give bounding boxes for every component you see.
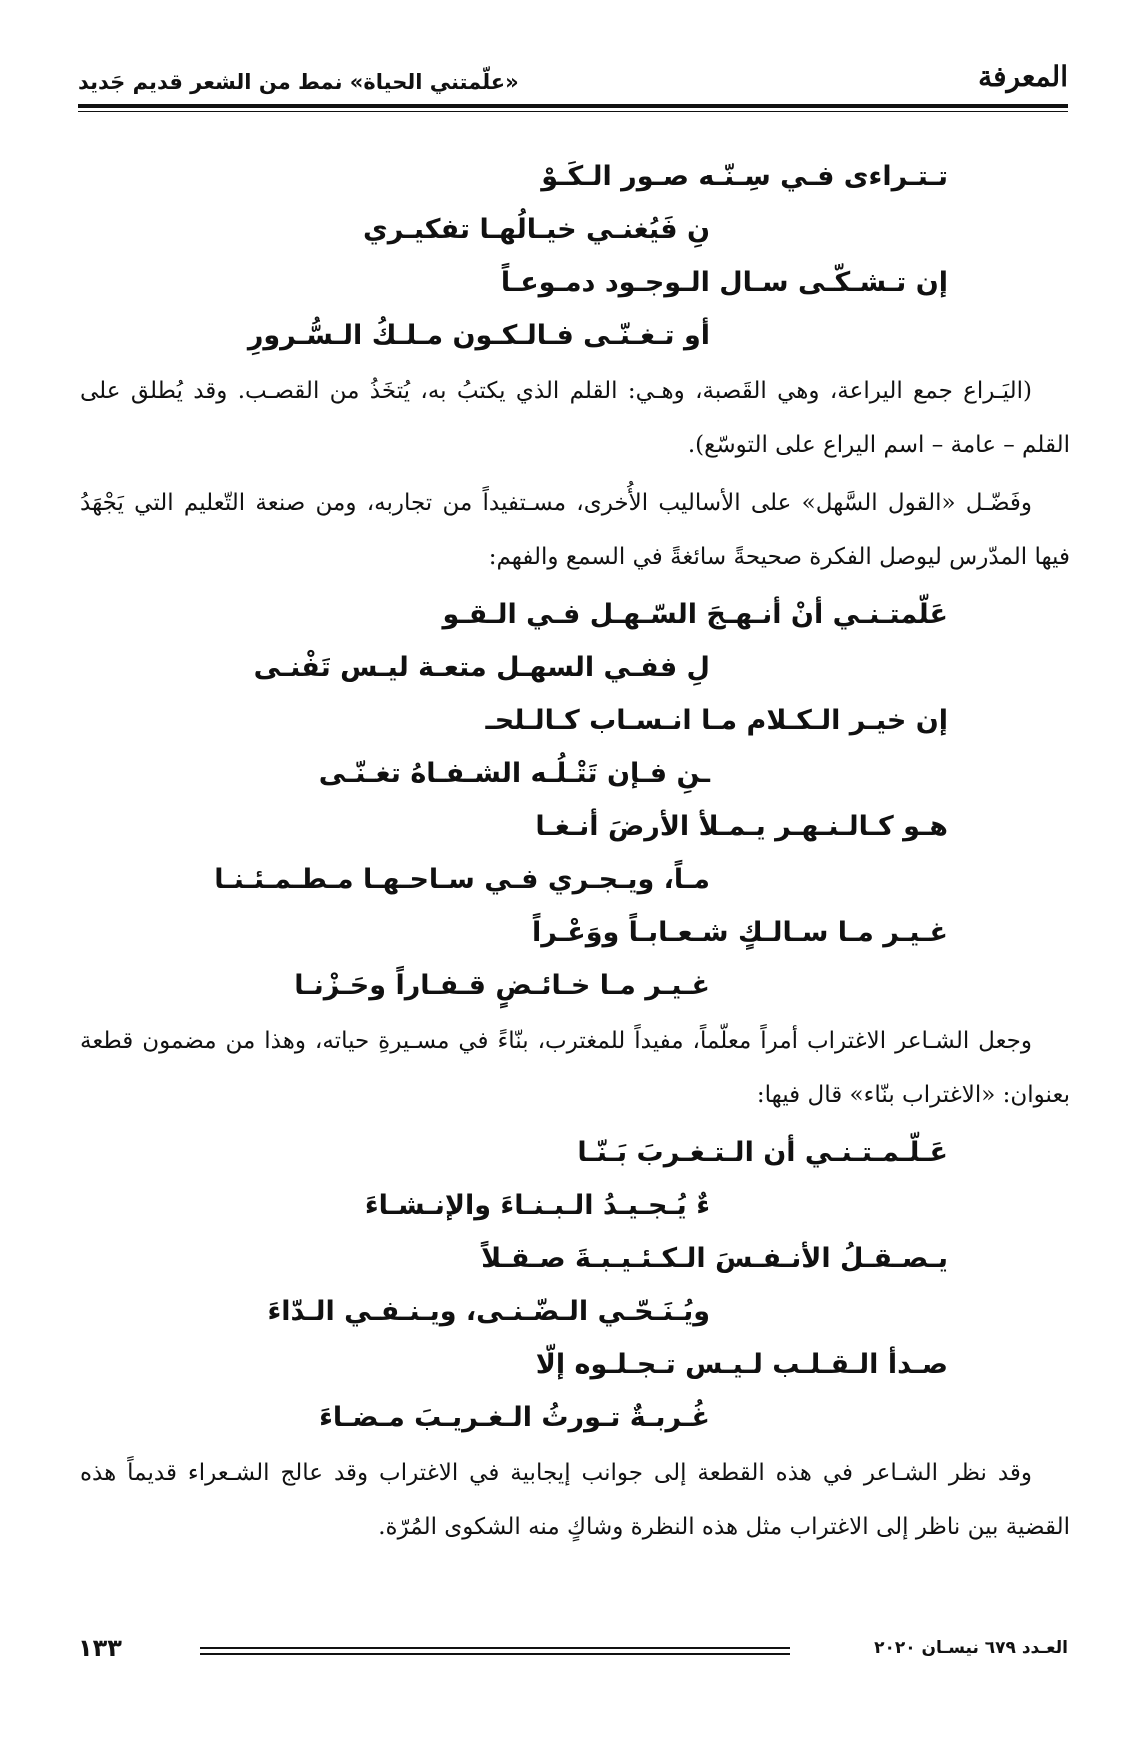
verse-line: أو تـغـنّـى فـالـكـون مـلـكُ الـسُّـرورِ xyxy=(247,320,710,351)
paragraph: وقد نظر الشـاعر في هذه القطعة إلى جوانب إيجابية في الاغتراب وقد عالج الشـعراء قديماً هذه القضية بين ناظر إلى الاغتراب مثل هذه النظرة وشاكٍ منه الشكوى المُرّة. xyxy=(80,1460,1070,1540)
verse-line: صـدأ الـقـلـب لـيـس تـجـلـوه إلّا xyxy=(535,1349,948,1380)
article-body xyxy=(80,150,1070,1558)
page-header xyxy=(78,58,1068,98)
verse-line: تـتـراءى فـي سِـنّـه صـور الـكَـوْ xyxy=(541,161,948,192)
poem-stanza-2 xyxy=(80,588,1070,1012)
verse-line: إن تـشـكّـى سـال الـوجـود دمـوعـاً xyxy=(500,267,948,298)
footer-rule xyxy=(200,1647,790,1649)
verse-line: عَلّمتـنـي أنْ أنـهـجَ السّـهـل فـي الـقـو xyxy=(442,599,948,630)
poem-stanza-1 xyxy=(80,150,1070,362)
paragraph: (اليَـراع جمع اليراعة، وهي القَصبة، وهـي: القلم الذي يكتبُ به، يُتخَذُ من القصـب. وقد يُطلق على القلم – عامة – اسم اليراع على التوسّع). xyxy=(80,378,1070,458)
verse-line: غـيـر مـا خـائـضٍ قـفـاراً وحَـزْنـا xyxy=(294,970,710,1001)
verse-line: مـاً، ويـجـري فـي سـاحـهـا مـطـمـئـنـا xyxy=(214,864,710,895)
poem-stanza-3 xyxy=(80,1126,1070,1444)
verse-line: غُـربـةٌ تـورثُ الـغـريـبَ مـضـاءَ xyxy=(319,1402,710,1433)
issue-info: العـدد ٦٧٩ نيسـان ٢٠٢٠ xyxy=(874,1638,1068,1658)
verse-line: عَـلّـمـتـنـي أن الـتـغـربَ بَـنّـا xyxy=(577,1137,948,1168)
verse-line: نِ فَيُغنـي خيـالُهـا تفكيـري xyxy=(363,214,710,245)
verse-line: ـنِ فـإن تَتْـلُـه الشـفـاهُ تغـنّـى xyxy=(318,758,710,789)
header-rule-thick xyxy=(78,104,1068,108)
paragraph: وجعل الشـاعر الاغتراب أمراً معلّماً، مفيداً للمغترب، بنّاءً في مسـيرةِ حياته، وهذا من مضمون قطعة بعنوان: «الاغتراب بنّاء» قال فيها: xyxy=(80,1028,1070,1108)
running-title: «علّمتني الحياة» نمط من الشعر قديم جَديد xyxy=(78,70,519,94)
verse-line: ءٌ يُـجـيـدُ الـبـنـاءَ والإنـشـاءَ xyxy=(364,1190,710,1221)
verse-line: يـصـقـلُ الأنـفـسَ الـكـئـيـبـةَ صـقـلاً xyxy=(481,1243,948,1274)
footer-rule xyxy=(200,1653,790,1655)
verse-line: لِ ففـي السهـل متعـة ليـس تَفْنـى xyxy=(253,652,710,683)
verse-line: إن خيـر الـكـلام مـا انـسـاب كـالـلحـ xyxy=(485,705,948,736)
verse-line: غـيـر مـا سـالـكٍ شـعـابـاً ووَعْـراً xyxy=(531,917,948,948)
page-number: ١٣٣ xyxy=(78,1634,122,1662)
verse-line: ويُـنَـحّـي الـضّـنـى، ويـنـفـي الـدّاءَ xyxy=(267,1296,710,1327)
verse-line: هـو كـالـنـهـر يـمـلأ الأرضَ أنـغـا xyxy=(535,811,948,842)
magazine-logo: المعرفة xyxy=(978,60,1068,93)
header-rule-thin xyxy=(78,111,1068,112)
paragraph: وفَضّـل «القول السَّهل» على الأساليب الأُخرى، مسـتفيداً من تجاربه، ومن صنعة التّعليم التي يَجْهَدُ فيها المدّرس ليوصل الفكرة صحيحةً سائغةً في السمع والفهم: xyxy=(80,490,1070,570)
